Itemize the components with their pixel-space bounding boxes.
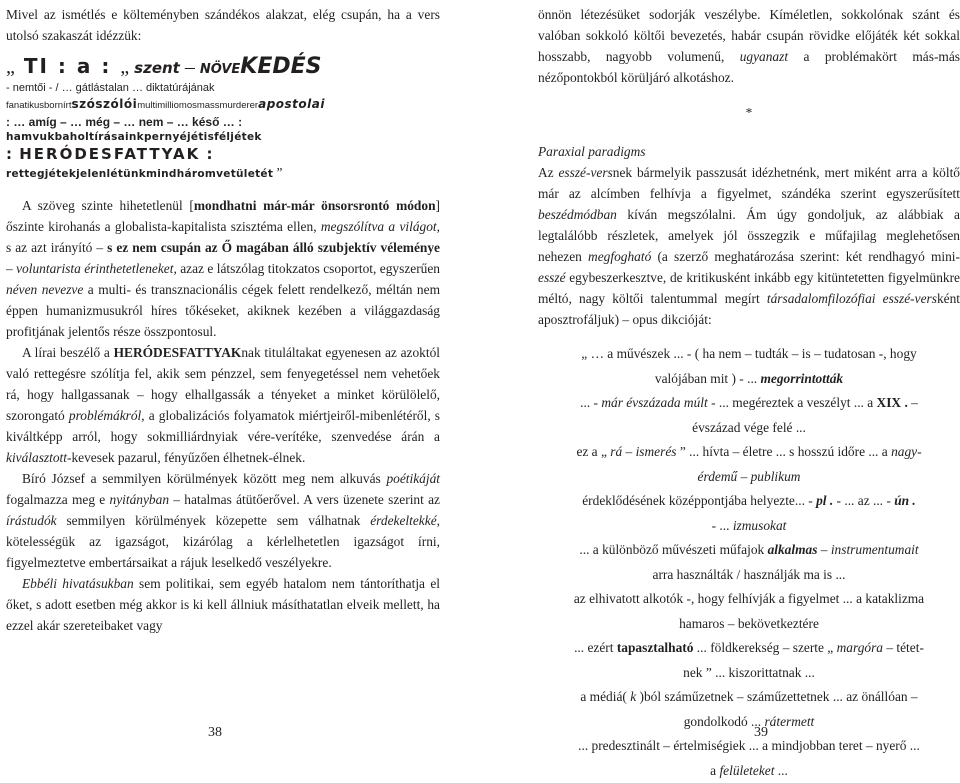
quote-line [538, 685, 960, 710]
text: A szöveg szinte hihetetlenül [ [22, 198, 194, 213]
text: a médiá( [580, 689, 630, 704]
text: – [6, 261, 16, 276]
text: ... földkerekség – szerte „ [693, 640, 836, 655]
text: esszé-vers [558, 165, 612, 180]
text: tapasztalható [617, 640, 694, 655]
quote-line: az elhivatott alkotók -, hogy felhívják a figyelmet ... a kataklizma [538, 587, 960, 612]
text: ... - [580, 395, 601, 410]
text: - ... [712, 518, 733, 533]
text: - ... megéreztek a veszélyt ... a [708, 395, 877, 410]
poem-line-7 [6, 165, 440, 181]
text: -kevesek pazarul, fényűzően élhetnek-élnek. [67, 450, 305, 465]
quoted-passage [538, 342, 960, 783]
poem-line-3 [6, 96, 440, 112]
poem-line-1 [6, 54, 440, 80]
text: Ebbéli hivatásukban [22, 576, 134, 591]
text: valójában mit ) - ... [655, 371, 761, 386]
text: XIX . [877, 395, 908, 410]
text: beszédmódban [538, 207, 617, 222]
text: néven nevezve [6, 282, 83, 297]
text: fogalmazza meg e [6, 492, 110, 507]
text: ez a „ [576, 444, 610, 459]
text: , a globalizációs folyamatok miértjeiről-mibenlétéről, s kiváltképp arról, hogy sokmilliárdnyiak vére-verítéke, szenvedése árán a [6, 408, 440, 444]
text: publikum [751, 469, 801, 484]
text: kiválasztott [6, 450, 67, 465]
text: a multi- és transznacionális cégek felett rendelkező, méltán nem éppen humanizmusukról híres tőkéseket, akiknek kezében a világgazdaság profitjának jelentős része összpontosul. [6, 282, 440, 339]
text: nek bármelyik passzusát idézhetnénk, mert miként arra a költő már az alcímben felhívja a figyelmet, szándéka szerint egyszerűsített [538, 165, 960, 201]
text: margóra [837, 640, 883, 655]
text: megfogható [588, 249, 651, 264]
left-page [0, 0, 480, 743]
text: , kötelességük az igazságot, kizárólag a kérlelhetetlen igazságot írni, figyelmeztetve embertársaikat a rájuk leselkedő veszélyekre. [6, 513, 440, 570]
text: ] őszinte kirohanás a globalista-kapitalista szisztéma ellen, [6, 198, 440, 234]
right-column [538, 4, 960, 783]
poem-rettegjetek: rettegjétekjelenlétünkmindháromvetületét [6, 168, 273, 180]
poem-apostolai: apostolai [258, 97, 325, 111]
page-number-right: 39 [754, 725, 768, 741]
quote-line [538, 538, 960, 563]
text: – tétet- [883, 640, 924, 655]
right-page [480, 0, 960, 743]
text: – hatalmas átütőerővel. A vers üzenete szerint az [169, 492, 440, 507]
text: , s az azt irányító – [6, 219, 440, 255]
text: ... [774, 763, 787, 778]
poem-colon-b: : [200, 145, 213, 163]
text: Bíró József a semmilyen körülmények között meg nem alkuvás [22, 471, 386, 486]
text: A lírai beszélő a [22, 345, 114, 360]
text: izmusokat [733, 518, 787, 533]
quote-line [538, 759, 960, 783]
text: – [817, 542, 830, 557]
quote-line [538, 440, 960, 465]
text: problémákról [69, 408, 141, 423]
text: nyitányban [110, 492, 170, 507]
text: semmilyen körülmények közepette sem válhatnak [57, 513, 371, 528]
text: akat egyenesen az azoktól való rettegésre szólítja fel, akik sem pénzzel, sem fenyegetéssel nem vehetőek rá, hogy hallgassanak – hogy elhallgassák a tényeket a minket körülölelő, szorongató [6, 345, 440, 423]
poem-herodes: HERÓDESFATTYAK [19, 145, 200, 163]
poem-line-5: hamvukbaholtírásainkpernyéjétisféljétek [6, 131, 440, 144]
text: „ … a művészek ... - ( ha nem – tudták – is – tudatosan -, hogy [581, 346, 916, 361]
text: Az [538, 165, 558, 180]
text: kíván megszólalni. Ám úgy gondoljuk, az alábbiak a legtalálóbb részletek, amelyek jól összegzik e műfajilag meglehetősen nehezen [538, 207, 960, 264]
quote-line [538, 710, 960, 735]
paragraph-1 [6, 195, 440, 342]
text: mondhatni már-már önsorsrontó módon [194, 198, 436, 213]
text: a [710, 763, 719, 778]
text: érdeklődésének középpontjába helyezte... - [582, 493, 816, 508]
poem-colon-a: : [6, 145, 19, 163]
text: rátermett [764, 714, 814, 729]
quote-line [538, 489, 960, 514]
text: azaz e látszólag titokzatos csoportot, egyszerűen [177, 261, 440, 276]
poem-open-quote: „ [6, 56, 15, 78]
poem-line-2: - nemtői - / … gátlástalan … diktatúrájának [6, 82, 440, 95]
right-paragraph-0 [538, 4, 960, 88]
quote-line [538, 465, 960, 490]
section-separator: * [538, 102, 960, 123]
text: nak titulált [241, 345, 299, 360]
paragraph-4 [6, 573, 440, 636]
text: már évszázada múlt [601, 395, 707, 410]
quote-line [538, 514, 960, 539]
text: a problémakört más-más nézőpontokból körüljáró alkotáshoz. [538, 49, 960, 85]
poem-szent: szent [134, 59, 180, 77]
paragraph-2 [6, 342, 440, 468]
poem-ti-a: TI : a : [15, 54, 120, 78]
text: – [737, 469, 750, 484]
poem-line-6 [6, 145, 440, 163]
text: )ból száműzetnek – száműzettetnek ... az önállóan – [636, 689, 917, 704]
poem-dash: – [180, 56, 200, 78]
text: ún . [894, 493, 916, 508]
quote-line: arra használták / használják ma is ... [538, 563, 960, 588]
poem-szoszoloi: szószólói [71, 97, 137, 111]
text: instrumentumait [831, 542, 919, 557]
page-number-left: 38 [208, 725, 222, 741]
quote-line [538, 367, 960, 392]
text: – [908, 395, 918, 410]
text: megszólítva a világot [321, 219, 437, 234]
text: ” ... hívta – életre ... s hosszú időre ... a [676, 444, 891, 459]
text: HERÓDESFATTYAK [114, 345, 242, 360]
text: esszé [538, 270, 566, 285]
quote-line: ... predesztinált – értelmiségiek ... a mindjobban teret – nyerő ... [538, 734, 960, 759]
quote-line: nek ” ... kiszorittatnak ... [538, 661, 960, 686]
left-column [6, 4, 440, 636]
text: ként aposztrofáljuk) – opus dikcióját: [538, 291, 960, 327]
text: nagy- [891, 444, 922, 459]
text: gondolkodó ... [684, 714, 765, 729]
poem-kedes: KEDÉS [240, 54, 321, 79]
quote-line [538, 636, 960, 661]
quote-line: évszázad vége felé ... [538, 416, 960, 441]
text: poétikáját [386, 471, 440, 486]
text: voluntarista érinthetetleneket, [16, 261, 177, 276]
quote-line [538, 342, 960, 367]
text: megorrintották [761, 371, 844, 386]
text: érdemű [698, 469, 738, 484]
text: érdekeltekké [370, 513, 436, 528]
text: k [630, 689, 636, 704]
poem-multimillio: multimilliomosmassmurderer [137, 100, 258, 111]
text: sem politikai, sem egyéb hatalom nem tántoríthatja el őket, s adott esetben még akkor is ki kell állniuk másíthatatlan elveik mellett, ha ezzel akár szereteibaket vagy [6, 576, 440, 633]
quote-line: hamaros – bekövetkeztére [538, 612, 960, 637]
text: pl . [816, 493, 833, 508]
text: (a szerző meghatározása szerint: két rendhagyó mini- [651, 249, 960, 264]
poem-nove: NÖVE [200, 62, 240, 77]
text: egybeszerkesztve, de kritikusként inkább egy kitüntetetten figyelmünkre méltó, nagy költői talentummal megírt [538, 270, 960, 306]
intro-paragraph: Mivel az ismétlés e költeményben szándékos alakzat, elég csupán, ha a vers utolsó szakaszát idézzük: [6, 4, 440, 46]
text: Paraxial paradigms [538, 144, 646, 159]
quote-line [538, 391, 960, 416]
text: társadalomfilozófiai esszé-vers [767, 291, 937, 306]
text: alkalmas [768, 542, 818, 557]
poem-inner-quote: „ [120, 56, 134, 78]
paragraph-3 [6, 468, 440, 573]
text: írástudók [6, 513, 57, 528]
text: s ez nem csupán az Ő magában álló szubjektív véleménye [107, 240, 440, 255]
text: ugyanazt [740, 49, 788, 64]
text: felületeket [719, 763, 774, 778]
right-paragraph-1 [538, 162, 960, 330]
poem-line-4: : … amíg – … még – … nem – … késő … : [6, 115, 440, 129]
poem-close-quote: ” [273, 165, 282, 180]
poem-fanatikus: fanatikusbornírt [6, 100, 71, 111]
quoted-poem [6, 54, 440, 181]
text: rá – ismerés [610, 444, 676, 459]
section-heading [538, 141, 960, 162]
text: ... ezért [574, 640, 617, 655]
text: önnön létezésüket sodorják veszélybe. Kíméletlen, sokkolónak szánt és valóban sokkoló költői bevezetés, habár csupán rövidke előjáték két sokkal hosszabb, nagyobb volumenű, [538, 7, 960, 64]
text: ... a különböző művészeti műfajok [579, 542, 767, 557]
text: - ... az ... - [833, 493, 894, 508]
